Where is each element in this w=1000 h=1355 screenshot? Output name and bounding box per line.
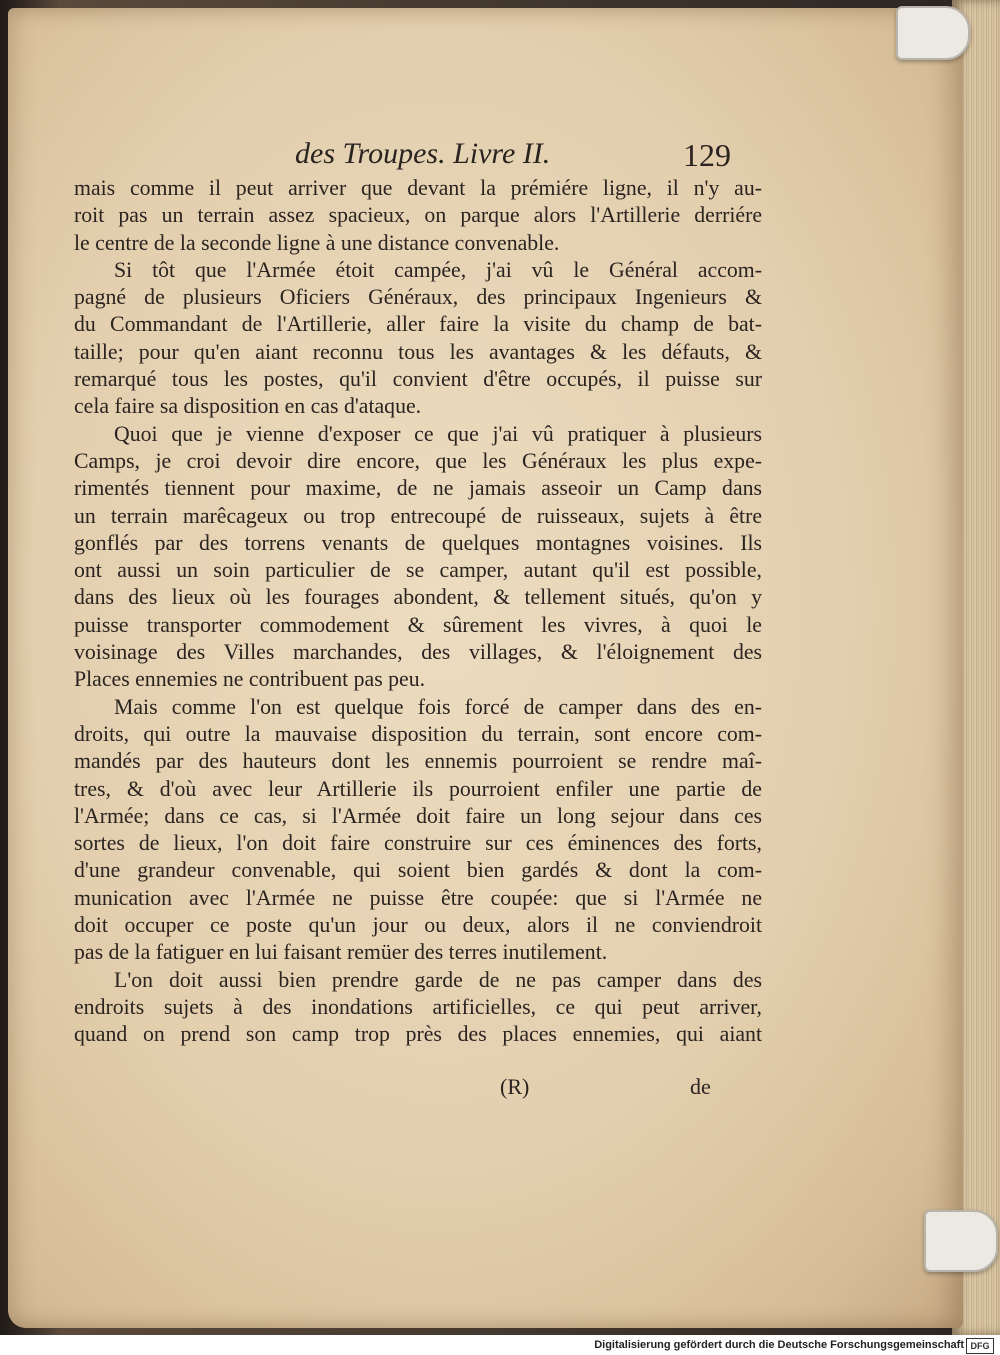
signature-mark: (R) <box>500 1074 530 1099</box>
text-line: droits, qui outre la mauvaise disposition du terrain, sont encore com- <box>74 721 762 746</box>
text-line: voisinage des Villes marchandes, des villages, & l'éloignement des <box>74 640 762 665</box>
text-line: Mais comme l'on est quelque fois forcé de camper dans des en- <box>114 694 762 719</box>
text-line: gonflés par des torrens venants de quelques montagnes voisines. Ils <box>74 530 762 555</box>
dfg-logo: DFG <box>966 1338 994 1354</box>
text-line: dans des lieux où les fourages abondent, & tellement situés, qu'on y <box>74 585 762 610</box>
text-line: mandés par des hauteurs dont les ennemis pourroient se rendre maî- <box>74 749 762 774</box>
text-line: ont aussi un soin particulier de se camper, autant qu'il est possible, <box>74 558 762 583</box>
text-line: rimentés tiennent pour maxime, de ne jamais asseoir un Camp dans <box>74 476 762 501</box>
page-number: 129 <box>683 137 731 173</box>
text-line: du Commandant de l'Artillerie, aller faire la visite du champ de bat- <box>74 312 762 337</box>
text-line: d'une grandeur convenable, qui soient bien gardés & dont la com- <box>74 858 762 883</box>
text-line: L'on doit aussi bien prendre garde de ne pas camper dans des <box>114 967 762 992</box>
text-line: Si tôt que l'Armée étoit campée, j'ai vû le Général accom- <box>114 257 762 282</box>
text-line: cela faire sa disposition en cas d'ataque. <box>74 394 422 419</box>
text-line: Camps, je croi devoir dire encore, que les Généraux les plus expe- <box>74 448 762 473</box>
text-line: munication avec l'Armée ne puisse être coupée: que si l'Armée ne <box>74 885 762 910</box>
text-line: un terrain marêcageux ou trop entrecoupé de ruisseaux, sujets à être <box>74 503 762 528</box>
text-line: pas de la fatiguer en lui faisant remüer des terres inutilement. <box>74 940 608 965</box>
text-line: Places ennemies ne contribuent pas peu. <box>74 667 426 692</box>
text-line: puisse transporter commodement & sûrement les vivres, à quoi le <box>74 612 762 637</box>
text-line: doit occuper ce poste qu'un jour ou deux, alors il ne conviendroit <box>74 913 762 938</box>
text-line: remarqué tous les postes, qu'il convient d'être occupés, il puisse sur <box>74 367 762 392</box>
running-head <box>295 137 745 177</box>
page-tab-top <box>896 6 970 60</box>
text-line: l'Armée; dans ce cas, si l'Armée doit faire un long sejour dans ces <box>74 803 762 828</box>
text-line: taille; pour qu'en aiant reconnu tous les avantages & les défauts, & <box>74 339 762 364</box>
text-line: sortes de lieux, l'on doit faire construire sur ces éminences des forts, <box>74 831 762 856</box>
text-line: endroits sujets à des inondations artificielles, ce qui peut arriver, <box>74 994 762 1019</box>
text-line: le centre de la seconde ligne à une distance convenable. <box>74 230 560 255</box>
text-line: tres, & d'où avec leur Artillerie ils pourroient enfiler une partie de <box>74 776 762 801</box>
body-text <box>74 175 762 1049</box>
page-tab-bottom <box>924 1210 998 1272</box>
text-line: pagné de plusieurs Oficiers Généraux, des principaux Ingenieurs & <box>74 285 762 310</box>
running-head-title: des Troupes. Livre II. <box>295 137 551 170</box>
text-line: quand on prend son camp trop près des places ennemies, qui aiant <box>74 1022 762 1047</box>
text-line: Quoi que je vienne d'exposer ce que j'ai vû pratiquer à plusieurs <box>114 421 762 446</box>
digitization-credit: Digitalisierung gefördert durch die Deutsche Forschungsgemeinschaft <box>0 1335 1000 1355</box>
text-line: mais comme il peut arriver que devant la prémiére ligne, il n'y au- <box>74 176 762 200</box>
text-line: roit pas un terrain assez spacieux, on parque alors l'Artillerie derriére <box>74 203 762 228</box>
catchword: de <box>690 1074 711 1099</box>
